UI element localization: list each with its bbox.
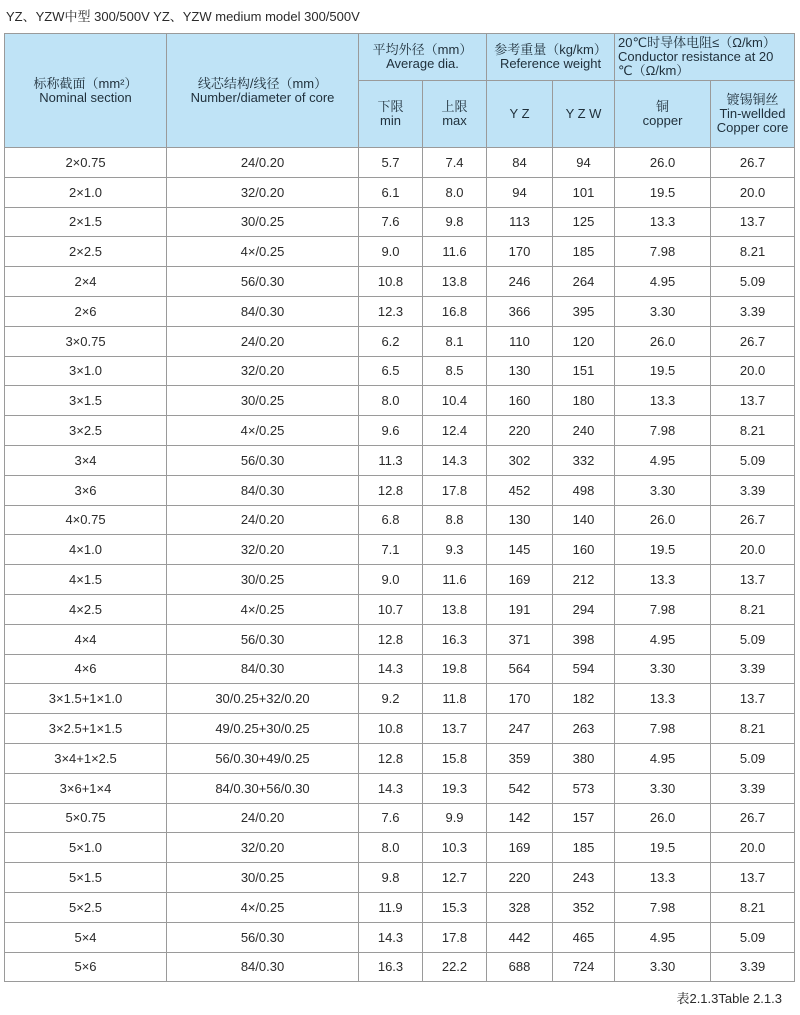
table-row — [5, 445, 795, 475]
table-row — [5, 863, 795, 893]
cell-resistance-tin-copper: 5.09 — [711, 743, 795, 773]
cell-resistance-copper: 4.95 — [615, 743, 711, 773]
table-row — [5, 565, 795, 595]
cell-weight-yz: 220 — [487, 416, 553, 446]
header-resist-en2: ℃（Ω/km） — [618, 63, 690, 78]
cell-weight-yz: 442 — [487, 922, 553, 952]
cell-core-structure: 24/0.20 — [167, 326, 359, 356]
cell-core-structure: 4×/0.25 — [167, 416, 359, 446]
cell-nominal-section: 3×6+1×4 — [5, 773, 167, 803]
table-row — [5, 773, 795, 803]
cell-weight-yz: 246 — [487, 267, 553, 297]
cell-dia-max: 11.8 — [423, 684, 487, 714]
cell-nominal-section: 5×2.5 — [5, 892, 167, 922]
cell-weight-yzw: 120 — [553, 326, 615, 356]
table-row — [5, 535, 795, 565]
header-copper-en: copper — [642, 113, 683, 128]
header-tin-cn: 镀锡铜丝 — [726, 92, 779, 107]
header-tin-copper — [711, 81, 795, 148]
cell-dia-max: 9.8 — [423, 207, 487, 237]
cell-weight-yzw: 101 — [553, 177, 615, 207]
cell-dia-max: 15.8 — [423, 743, 487, 773]
cell-dia-min: 11.9 — [359, 892, 423, 922]
table-body — [5, 148, 795, 982]
cell-weight-yz: 170 — [487, 237, 553, 267]
cell-core-structure: 84/0.30+56/0.30 — [167, 773, 359, 803]
cell-resistance-copper: 7.98 — [615, 237, 711, 267]
header-section-en: Nominal section — [39, 89, 132, 105]
table-row — [5, 892, 795, 922]
table-row — [5, 148, 795, 178]
cell-core-structure: 56/0.30 — [167, 624, 359, 654]
cell-dia-min: 7.1 — [359, 535, 423, 565]
cell-nominal-section: 3×2.5 — [5, 416, 167, 446]
cell-dia-max: 10.4 — [423, 386, 487, 416]
cell-weight-yz: 542 — [487, 773, 553, 803]
cell-weight-yz: 371 — [487, 624, 553, 654]
cell-dia-max: 12.7 — [423, 863, 487, 893]
header-resist-en1: Conductor resistance at 20 — [618, 49, 774, 64]
cell-weight-yz: 84 — [487, 148, 553, 178]
cell-weight-yzw: 465 — [553, 922, 615, 952]
cell-resistance-tin-copper: 26.7 — [711, 148, 795, 178]
cell-nominal-section: 4×1.0 — [5, 535, 167, 565]
cell-resistance-tin-copper: 13.7 — [711, 863, 795, 893]
cell-nominal-section: 3×4 — [5, 445, 167, 475]
cell-nominal-section: 3×4+1×2.5 — [5, 743, 167, 773]
cell-dia-min: 9.8 — [359, 863, 423, 893]
table-row — [5, 684, 795, 714]
cell-resistance-tin-copper: 20.0 — [711, 833, 795, 863]
table-title: YZ、YZW中型 300/500V YZ、YZW medium model 300/500V — [6, 9, 360, 24]
header-conductor-resistance — [615, 34, 795, 81]
table-row — [5, 416, 795, 446]
cell-nominal-section: 5×4 — [5, 922, 167, 952]
cell-resistance-tin-copper: 8.21 — [711, 714, 795, 744]
cell-resistance-tin-copper: 13.7 — [711, 565, 795, 595]
cell-weight-yzw: 398 — [553, 624, 615, 654]
cell-dia-min: 9.0 — [359, 565, 423, 595]
cell-nominal-section: 5×1.0 — [5, 833, 167, 863]
cell-resistance-copper: 13.3 — [615, 565, 711, 595]
header-min — [359, 81, 423, 148]
table-row — [5, 475, 795, 505]
cell-weight-yz: 94 — [487, 177, 553, 207]
cell-resistance-copper: 7.98 — [615, 594, 711, 624]
cell-dia-max: 8.5 — [423, 356, 487, 386]
cell-resistance-tin-copper: 3.39 — [711, 952, 795, 982]
cell-nominal-section: 4×1.5 — [5, 565, 167, 595]
cell-resistance-tin-copper: 3.39 — [711, 296, 795, 326]
cell-weight-yz: 366 — [487, 296, 553, 326]
cell-resistance-copper: 26.0 — [615, 148, 711, 178]
cell-resistance-copper: 4.95 — [615, 445, 711, 475]
cell-dia-min: 9.6 — [359, 416, 423, 446]
cell-resistance-tin-copper: 8.21 — [711, 416, 795, 446]
cell-dia-min: 6.2 — [359, 326, 423, 356]
table-row — [5, 237, 795, 267]
cell-core-structure: 30/0.25 — [167, 863, 359, 893]
table-row — [5, 207, 795, 237]
cell-core-structure: 32/0.20 — [167, 535, 359, 565]
cell-weight-yz: 564 — [487, 654, 553, 684]
table-row — [5, 326, 795, 356]
cell-nominal-section: 3×6 — [5, 475, 167, 505]
cell-resistance-tin-copper: 3.39 — [711, 773, 795, 803]
cell-dia-max: 7.4 — [423, 148, 487, 178]
cell-weight-yz: 130 — [487, 356, 553, 386]
table-row — [5, 594, 795, 624]
cell-core-structure: 30/0.25+32/0.20 — [167, 684, 359, 714]
cell-dia-min: 10.7 — [359, 594, 423, 624]
cell-resistance-copper: 3.30 — [615, 296, 711, 326]
header-section-cn: 标称截面（mm²） — [33, 75, 138, 91]
cell-resistance-copper: 19.5 — [615, 535, 711, 565]
table-row — [5, 624, 795, 654]
table-row — [5, 505, 795, 535]
cell-dia-max: 8.0 — [423, 177, 487, 207]
cell-weight-yzw: 160 — [553, 535, 615, 565]
cell-nominal-section: 2×6 — [5, 296, 167, 326]
cell-weight-yzw: 185 — [553, 237, 615, 267]
cell-dia-min: 7.6 — [359, 207, 423, 237]
cell-resistance-tin-copper: 13.7 — [711, 386, 795, 416]
cell-core-structure: 4×/0.25 — [167, 594, 359, 624]
cell-resistance-tin-copper: 26.7 — [711, 803, 795, 833]
cell-core-structure: 56/0.30 — [167, 922, 359, 952]
cell-dia-max: 8.1 — [423, 326, 487, 356]
cell-weight-yz: 110 — [487, 326, 553, 356]
cell-weight-yz: 191 — [487, 594, 553, 624]
cell-weight-yz: 169 — [487, 565, 553, 595]
cell-resistance-copper: 26.0 — [615, 326, 711, 356]
cell-core-structure: 24/0.20 — [167, 148, 359, 178]
header-core-structure — [167, 34, 359, 148]
cell-nominal-section: 4×2.5 — [5, 594, 167, 624]
cell-weight-yz: 130 — [487, 505, 553, 535]
cell-weight-yzw: 182 — [553, 684, 615, 714]
cell-core-structure: 4×/0.25 — [167, 892, 359, 922]
cell-weight-yzw: 180 — [553, 386, 615, 416]
cell-dia-min: 8.0 — [359, 833, 423, 863]
cell-dia-max: 9.9 — [423, 803, 487, 833]
cell-resistance-copper: 3.30 — [615, 773, 711, 803]
cell-weight-yzw: 573 — [553, 773, 615, 803]
cell-core-structure: 32/0.20 — [167, 833, 359, 863]
cell-resistance-tin-copper: 8.21 — [711, 594, 795, 624]
header-max-cn: 上限 — [441, 99, 468, 114]
header-weight-en: Reference weight — [499, 56, 602, 71]
cell-resistance-copper: 7.98 — [615, 416, 711, 446]
cell-core-structure: 30/0.25 — [167, 386, 359, 416]
cell-dia-max: 22.2 — [423, 952, 487, 982]
cell-dia-max: 9.3 — [423, 535, 487, 565]
cell-weight-yz: 359 — [487, 743, 553, 773]
cell-resistance-tin-copper: 5.09 — [711, 267, 795, 297]
header-max-en: max — [442, 113, 467, 128]
cell-weight-yz: 452 — [487, 475, 553, 505]
table-row — [5, 356, 795, 386]
cell-nominal-section: 2×2.5 — [5, 237, 167, 267]
cell-nominal-section: 5×1.5 — [5, 863, 167, 893]
table-row — [5, 803, 795, 833]
table-row — [5, 296, 795, 326]
cell-nominal-section: 3×2.5+1×1.5 — [5, 714, 167, 744]
cell-core-structure: 32/0.20 — [167, 356, 359, 386]
cell-weight-yz: 220 — [487, 863, 553, 893]
cell-core-structure: 56/0.30 — [167, 445, 359, 475]
cell-core-structure: 56/0.30 — [167, 267, 359, 297]
cell-dia-max: 17.8 — [423, 475, 487, 505]
header-yz: Y Z — [487, 81, 553, 148]
cell-core-structure: 32/0.20 — [167, 177, 359, 207]
table-row — [5, 386, 795, 416]
header-core-cn: 线芯结构/线径（mm） — [197, 75, 328, 91]
header-weight-cn: 参考重量（kg/km） — [494, 42, 607, 57]
cell-resistance-copper: 13.3 — [615, 684, 711, 714]
cell-dia-min: 9.2 — [359, 684, 423, 714]
cell-dia-max: 10.3 — [423, 833, 487, 863]
table-row — [5, 952, 795, 982]
cell-weight-yzw: 243 — [553, 863, 615, 893]
table-row — [5, 714, 795, 744]
cell-weight-yzw: 140 — [553, 505, 615, 535]
header-tin-en2: Copper core — [716, 120, 789, 135]
cell-weight-yz: 170 — [487, 684, 553, 714]
cell-weight-yzw: 594 — [553, 654, 615, 684]
cell-dia-max: 13.7 — [423, 714, 487, 744]
cell-core-structure: 24/0.20 — [167, 505, 359, 535]
cell-weight-yz: 169 — [487, 833, 553, 863]
cell-core-structure: 30/0.25 — [167, 565, 359, 595]
cell-nominal-section: 2×1.0 — [5, 177, 167, 207]
cell-weight-yzw: 212 — [553, 565, 615, 595]
table-row — [5, 177, 795, 207]
cell-resistance-copper: 19.5 — [615, 356, 711, 386]
cell-weight-yzw: 724 — [553, 952, 615, 982]
cell-weight-yz: 160 — [487, 386, 553, 416]
header-nominal-section — [5, 34, 167, 148]
cell-dia-min: 16.3 — [359, 952, 423, 982]
cell-resistance-copper: 7.98 — [615, 892, 711, 922]
cell-resistance-tin-copper: 20.0 — [711, 177, 795, 207]
cell-weight-yzw: 380 — [553, 743, 615, 773]
header-copper — [615, 81, 711, 148]
cell-dia-min: 6.5 — [359, 356, 423, 386]
cell-resistance-tin-copper: 5.09 — [711, 624, 795, 654]
cell-dia-max: 13.8 — [423, 267, 487, 297]
cell-resistance-copper: 19.5 — [615, 177, 711, 207]
cell-weight-yz: 247 — [487, 714, 553, 744]
cell-resistance-copper: 3.30 — [615, 475, 711, 505]
header-resist-cn: 20℃时导体电阻≤（Ω/km） — [618, 35, 776, 50]
cell-weight-yzw: 498 — [553, 475, 615, 505]
cell-dia-min: 6.8 — [359, 505, 423, 535]
cell-weight-yz: 113 — [487, 207, 553, 237]
cell-nominal-section: 2×1.5 — [5, 207, 167, 237]
cell-weight-yzw: 264 — [553, 267, 615, 297]
cell-weight-yz: 328 — [487, 892, 553, 922]
cell-resistance-tin-copper: 3.39 — [711, 475, 795, 505]
table-row — [5, 267, 795, 297]
cell-dia-max: 14.3 — [423, 445, 487, 475]
cell-dia-max: 16.8 — [423, 296, 487, 326]
cell-resistance-copper: 4.95 — [615, 267, 711, 297]
cell-resistance-copper: 26.0 — [615, 803, 711, 833]
header-avg-en: Average dia. — [386, 56, 459, 71]
cell-nominal-section: 4×4 — [5, 624, 167, 654]
cell-weight-yzw: 332 — [553, 445, 615, 475]
table-row — [5, 743, 795, 773]
cell-resistance-tin-copper: 13.7 — [711, 207, 795, 237]
cell-weight-yz: 688 — [487, 952, 553, 982]
cell-resistance-copper: 7.98 — [615, 714, 711, 744]
cell-dia-max: 8.8 — [423, 505, 487, 535]
cell-resistance-tin-copper: 8.21 — [711, 892, 795, 922]
cell-resistance-tin-copper: 3.39 — [711, 654, 795, 684]
cell-weight-yzw: 125 — [553, 207, 615, 237]
cell-dia-min: 12.8 — [359, 624, 423, 654]
header-max — [423, 81, 487, 148]
spec-table — [4, 33, 795, 982]
cell-resistance-copper: 13.3 — [615, 207, 711, 237]
cell-weight-yzw: 352 — [553, 892, 615, 922]
cell-weight-yzw: 151 — [553, 356, 615, 386]
cell-dia-max: 11.6 — [423, 565, 487, 595]
cell-dia-max: 19.8 — [423, 654, 487, 684]
cell-nominal-section: 3×1.0 — [5, 356, 167, 386]
cell-dia-min: 14.3 — [359, 654, 423, 684]
header-avg-cn: 平均外径（mm） — [372, 42, 473, 57]
cell-resistance-copper: 13.3 — [615, 863, 711, 893]
cell-dia-max: 16.3 — [423, 624, 487, 654]
cell-resistance-copper: 4.95 — [615, 922, 711, 952]
cell-weight-yzw: 185 — [553, 833, 615, 863]
cell-dia-max: 17.8 — [423, 922, 487, 952]
header-core-en: Number/diameter of core — [190, 89, 335, 105]
header-min-cn: 下限 — [377, 99, 404, 114]
cell-weight-yz: 145 — [487, 535, 553, 565]
cell-resistance-tin-copper: 8.21 — [711, 237, 795, 267]
cell-core-structure: 30/0.25 — [167, 207, 359, 237]
header-tin-en1: Tin-wellded — [719, 106, 786, 121]
cell-weight-yz: 302 — [487, 445, 553, 475]
cell-dia-min: 12.8 — [359, 475, 423, 505]
cell-core-structure: 84/0.30 — [167, 952, 359, 982]
cell-weight-yzw: 395 — [553, 296, 615, 326]
cell-resistance-copper: 3.30 — [615, 654, 711, 684]
cell-dia-min: 10.8 — [359, 267, 423, 297]
cell-core-structure: 84/0.30 — [167, 654, 359, 684]
cell-dia-min: 10.8 — [359, 714, 423, 744]
header-yzw: Y Z W — [553, 81, 615, 148]
cell-nominal-section: 3×1.5 — [5, 386, 167, 416]
header-reference-weight — [487, 34, 615, 81]
cell-nominal-section: 4×0.75 — [5, 505, 167, 535]
cell-weight-yz: 142 — [487, 803, 553, 833]
cell-core-structure: 24/0.20 — [167, 803, 359, 833]
cell-core-structure: 84/0.30 — [167, 296, 359, 326]
table-row — [5, 922, 795, 952]
cell-weight-yzw: 263 — [553, 714, 615, 744]
table-row — [5, 833, 795, 863]
cell-dia-max: 19.3 — [423, 773, 487, 803]
cell-dia-min: 7.6 — [359, 803, 423, 833]
cell-dia-min: 12.3 — [359, 296, 423, 326]
cell-dia-min: 11.3 — [359, 445, 423, 475]
cell-resistance-tin-copper: 13.7 — [711, 684, 795, 714]
cell-dia-min: 14.3 — [359, 773, 423, 803]
header-min-en: min — [380, 113, 401, 128]
cell-resistance-tin-copper: 26.7 — [711, 505, 795, 535]
cell-dia-min: 6.1 — [359, 177, 423, 207]
cell-dia-max: 15.3 — [423, 892, 487, 922]
cell-core-structure: 49/0.25+30/0.25 — [167, 714, 359, 744]
cell-resistance-copper: 13.3 — [615, 386, 711, 416]
cell-nominal-section: 2×0.75 — [5, 148, 167, 178]
cell-nominal-section: 3×0.75 — [5, 326, 167, 356]
cell-core-structure: 56/0.30+49/0.25 — [167, 743, 359, 773]
cell-resistance-tin-copper: 5.09 — [711, 445, 795, 475]
header-copper-cn: 铜 — [656, 99, 670, 114]
cell-dia-min: 5.7 — [359, 148, 423, 178]
header-average-dia — [359, 34, 487, 81]
cell-weight-yzw: 157 — [553, 803, 615, 833]
cell-resistance-tin-copper: 26.7 — [711, 326, 795, 356]
cell-dia-max: 12.4 — [423, 416, 487, 446]
cell-weight-yzw: 94 — [553, 148, 615, 178]
cell-weight-yzw: 240 — [553, 416, 615, 446]
table-caption: 表2.1.3Table 2.1.3 — [676, 991, 782, 1006]
cell-resistance-copper: 4.95 — [615, 624, 711, 654]
cell-resistance-copper: 19.5 — [615, 833, 711, 863]
table-row — [5, 654, 795, 684]
cell-dia-max: 11.6 — [423, 237, 487, 267]
cell-resistance-copper: 3.30 — [615, 952, 711, 982]
cell-nominal-section: 5×0.75 — [5, 803, 167, 833]
cell-nominal-section: 4×6 — [5, 654, 167, 684]
cell-resistance-tin-copper: 20.0 — [711, 356, 795, 386]
cell-resistance-copper: 26.0 — [615, 505, 711, 535]
cell-dia-max: 13.8 — [423, 594, 487, 624]
cell-dia-min: 14.3 — [359, 922, 423, 952]
cell-dia-min: 9.0 — [359, 237, 423, 267]
cell-resistance-tin-copper: 20.0 — [711, 535, 795, 565]
cell-nominal-section: 5×6 — [5, 952, 167, 982]
cell-dia-min: 8.0 — [359, 386, 423, 416]
cell-resistance-tin-copper: 5.09 — [711, 922, 795, 952]
cell-core-structure: 84/0.30 — [167, 475, 359, 505]
cell-core-structure: 4×/0.25 — [167, 237, 359, 267]
cell-dia-min: 12.8 — [359, 743, 423, 773]
cell-nominal-section: 2×4 — [5, 267, 167, 297]
cell-nominal-section: 3×1.5+1×1.0 — [5, 684, 167, 714]
cell-weight-yzw: 294 — [553, 594, 615, 624]
